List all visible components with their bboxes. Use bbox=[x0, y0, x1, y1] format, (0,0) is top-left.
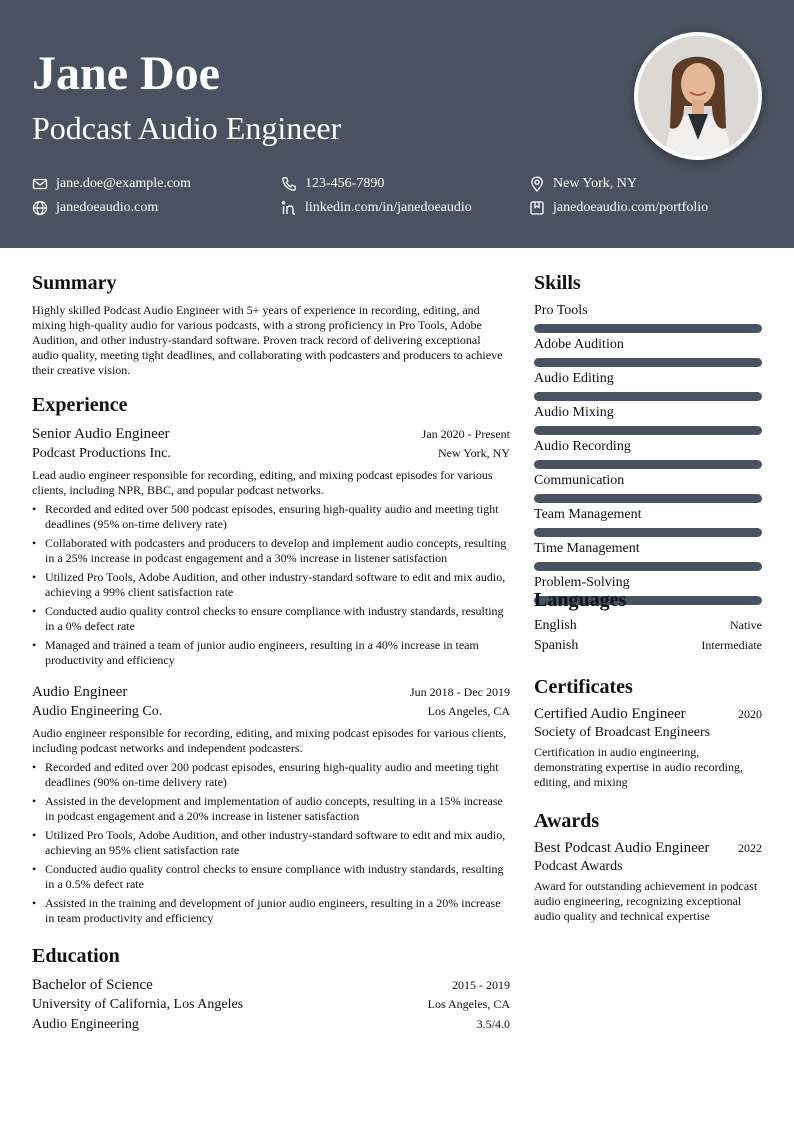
achievement-item: • Conducted audio quality control checks to ensure compliance with industry standards, resulting in a 0.5% defect rate bbox=[32, 862, 510, 892]
contact-phone[interactable] bbox=[281, 174, 384, 194]
language-name: Spanish bbox=[534, 638, 579, 653]
school-location: Los Angeles, CA bbox=[427, 997, 510, 1011]
skill-name: Time Management bbox=[534, 541, 640, 556]
skill-item bbox=[534, 370, 762, 401]
award-title: Best Podcast Audio Engineer bbox=[534, 840, 710, 856]
candidate-name: Jane Doe bbox=[32, 47, 220, 100]
achievement-item: • Conducted audio quality control checks to ensure compliance with industry standards, resulting in a 0% defect rate bbox=[32, 604, 510, 634]
education-entry bbox=[32, 975, 510, 1035]
skill-name: Audio Recording bbox=[534, 439, 631, 454]
skill-level-bar bbox=[534, 392, 762, 401]
profile-photo bbox=[634, 32, 762, 160]
contact-portfolio[interactable] bbox=[529, 198, 708, 218]
job-title: Audio Engineer bbox=[32, 684, 128, 700]
skill-name: Communication bbox=[534, 473, 625, 488]
language-level: Native bbox=[730, 618, 762, 632]
skill-level-bar bbox=[534, 358, 762, 367]
skill-name: Audio Editing bbox=[534, 371, 614, 386]
language-item bbox=[534, 618, 762, 638]
location-pin-icon bbox=[529, 176, 545, 192]
job-title: Senior Audio Engineer bbox=[32, 426, 170, 442]
contact-website[interactable] bbox=[32, 198, 158, 218]
linkedin-icon bbox=[281, 200, 297, 216]
summary-text: Highly skilled Podcast Audio Engineer with 5+ years of experience in recording, editing, and mixing high-quality audio for various podcasts, with a strong proficiency in Pro Tools, Adobe Audition, and other industry-standard software. Proven track record of delivering exceptional audio quality, meeting tight deadlines, and collaborating with podcasters and producers to achieve their creative vision. bbox=[32, 303, 503, 377]
award-entry bbox=[534, 840, 762, 924]
award-issuer: Podcast Awards bbox=[534, 859, 623, 874]
globe-icon bbox=[32, 200, 48, 216]
achievement-item: • Managed and trained a team of junior audio engineers, resulting in a 40% increase in team productivity and efficiency bbox=[32, 638, 510, 668]
job-achievements bbox=[32, 760, 510, 926]
certificate-description: Certification in audio engineering, demonstrating expertise in audio recording, editing, and mixing bbox=[534, 745, 743, 789]
skill-item bbox=[534, 506, 762, 537]
field-of-study: Audio Engineering bbox=[32, 1017, 139, 1032]
location-text: New York, NY bbox=[553, 176, 638, 191]
linkedin-text: linkedin.com/in/janedoeaudio bbox=[305, 200, 472, 215]
skill-item bbox=[534, 438, 762, 469]
phone-text: 123-456-7890 bbox=[305, 176, 385, 191]
job-entry bbox=[32, 682, 510, 930]
candidate-title: Podcast Audio Engineer bbox=[32, 110, 342, 146]
skill-level-bar bbox=[534, 324, 762, 333]
job-dates: Jan 2020 - Present bbox=[421, 427, 510, 441]
skills-heading: Skills bbox=[534, 272, 581, 294]
gpa: 3.5/4.0 bbox=[476, 1017, 510, 1031]
achievement-item: • Collaborated with podcasters and producers to develop and implement audio concepts, resulting in a 25% increase in podcast engagement and a 30% increase in listener satisfaction bbox=[32, 536, 510, 566]
skill-level-bar bbox=[534, 528, 762, 537]
skill-name: Pro Tools bbox=[534, 303, 588, 318]
awards-heading: Awards bbox=[534, 810, 600, 832]
certificate-title: Certified Audio Engineer bbox=[534, 706, 686, 722]
skill-name: Adobe Audition bbox=[534, 337, 624, 352]
skill-item bbox=[534, 404, 762, 435]
job-location: Los Angeles, CA bbox=[427, 704, 510, 718]
job-description: Lead audio engineer responsible for recording, editing, and mixing podcast episodes for various clients, including NPR, BBC, and popular podcast networks. bbox=[32, 468, 493, 497]
certificate-entry bbox=[534, 706, 762, 790]
award-description: Award for outstanding achievement in podcast audio engineering, recognizing exceptional audio quality and technical expertise bbox=[534, 879, 758, 923]
skill-level-bar bbox=[534, 426, 762, 435]
skill-item bbox=[534, 472, 762, 503]
job-company: Podcast Productions Inc. bbox=[32, 446, 171, 461]
languages-heading: Languages bbox=[534, 589, 627, 611]
job-company: Audio Engineering Co. bbox=[32, 704, 163, 719]
resume-header bbox=[0, 0, 794, 248]
experience-heading: Experience bbox=[32, 394, 128, 416]
language-item bbox=[534, 638, 762, 658]
skill-item bbox=[534, 540, 762, 571]
certificates-heading: Certificates bbox=[534, 676, 633, 698]
summary-heading: Summary bbox=[32, 272, 117, 294]
education-dates: 2015 - 2019 bbox=[452, 978, 510, 992]
achievement-item: • Assisted in the development and implementation of audio concepts, resulting in a 15% increase in podcast engagement and a 20% increase in listener satisfaction bbox=[32, 794, 510, 824]
skill-item bbox=[534, 336, 762, 367]
job-entry bbox=[32, 424, 510, 672]
skill-item bbox=[534, 302, 762, 333]
degree: Bachelor of Science bbox=[32, 977, 153, 993]
email-text: jane.doe@example.com bbox=[56, 176, 191, 191]
job-description: Audio engineer responsible for recording, editing, and mixing podcast episodes for various clients, including podcast networks and independent podcasters. bbox=[32, 726, 507, 755]
mail-icon bbox=[32, 176, 48, 192]
portfolio-text: janedoeaudio.com/portfolio bbox=[553, 200, 709, 215]
skill-level-bar bbox=[534, 562, 762, 571]
award-year: 2022 bbox=[738, 841, 762, 855]
certificate-issuer: Society of Broadcast Engineers bbox=[534, 725, 711, 740]
skill-name: Team Management bbox=[534, 507, 642, 522]
language-level: Intermediate bbox=[701, 638, 762, 652]
phone-icon bbox=[281, 176, 297, 192]
skills-list bbox=[534, 302, 762, 608]
skill-name: Audio Mixing bbox=[534, 405, 614, 420]
achievement-item: • Recorded and edited over 200 podcast episodes, ensuring high-quality audio and meeting tight deadlines (90% on-time delivery rate) bbox=[32, 760, 510, 790]
website-text: janedoeaudio.com bbox=[56, 200, 159, 215]
skill-name: Problem-Solving bbox=[534, 575, 630, 590]
languages-list bbox=[534, 618, 762, 658]
achievement-item: • Utilized Pro Tools, Adobe Audition, and other industry-standard software to edit and mix audio, achieving a 99% client satisfaction rate bbox=[32, 570, 510, 600]
contact-email[interactable] bbox=[32, 174, 191, 194]
skill-level-bar bbox=[534, 494, 762, 503]
skill-level-bar bbox=[534, 460, 762, 469]
education-heading: Education bbox=[32, 945, 120, 967]
certificate-year: 2020 bbox=[738, 707, 762, 721]
job-dates: Jun 2018 - Dec 2019 bbox=[410, 685, 510, 699]
achievement-item: • Recorded and edited over 500 podcast episodes, ensuring high-quality audio and meeting tight deadlines (95% on-time delivery rate) bbox=[32, 502, 510, 532]
language-name: English bbox=[534, 618, 577, 633]
achievement-item: • Utilized Pro Tools, Adobe Audition, and other industry-standard software to edit and mix audio, achieving an 95% client satisfaction rate bbox=[32, 828, 510, 858]
contact-linkedin[interactable] bbox=[281, 198, 472, 218]
achievement-item: • Assisted in the training and development of junior audio engineers, resulting in a 20% increase in team productivity and efficiency bbox=[32, 896, 510, 926]
portfolio-icon bbox=[529, 200, 545, 216]
school-name: University of California, Los Angeles bbox=[32, 997, 244, 1012]
job-achievements bbox=[32, 502, 510, 668]
contact-location bbox=[529, 174, 637, 194]
job-location: New York, NY bbox=[437, 446, 510, 460]
